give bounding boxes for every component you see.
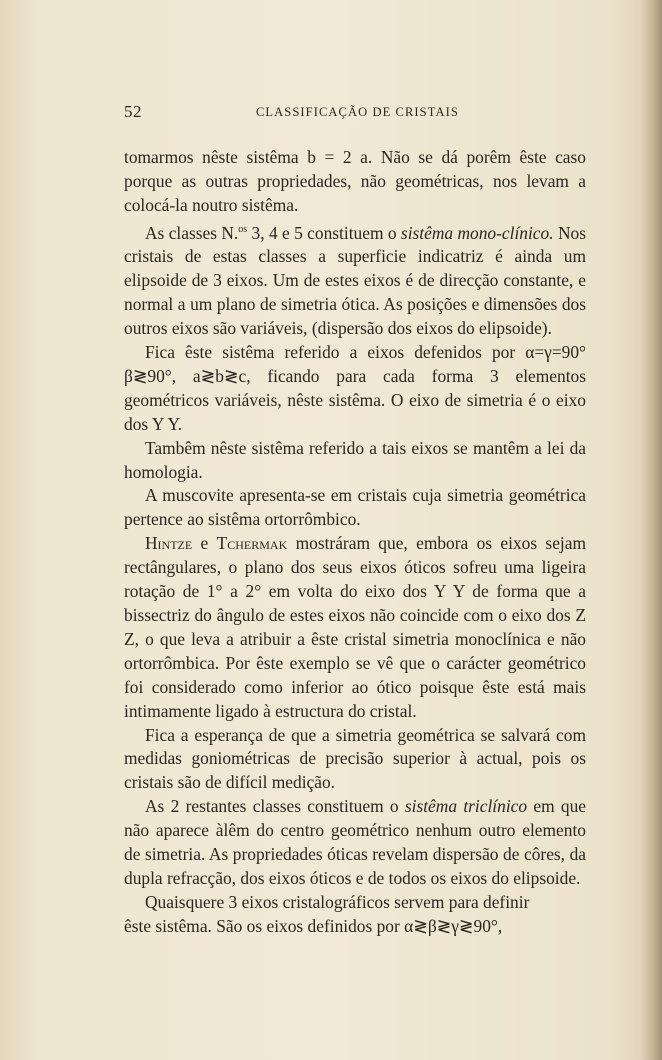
paragraph-9: Quaisquere 3 eixos cristalográficos servem para definir êste sistêma. São os eixos definidos por α≷β≷γ≷90°, bbox=[124, 891, 530, 936]
paragraph-8: As 2 restantes classes constituem o sistêma triclínico em que não aparece àlêm do centro geométrico nenhum outro elemento de simetria. As propriedades óticas revelam dispersão de côres, da dupla refracção, dos eixos óticos e de todos os eixos do elipsoide. bbox=[124, 796, 586, 888]
paragraph-3: Fica êste sistêma referido a eixos defenidos por α=γ=90° β≷90°, a≷b≷c, ficando para cada forma 3 elementos geométricos variáveis, nêste sistêma. O eixo de simetria é o eixo dos Y Y. bbox=[124, 342, 586, 434]
paragraph-1: tomarmos nêste sistêma b = 2 a. Não se dá porêm êste caso porque as outras propriedades, não geométricas, nos levam a colocá-la noutro sistêma. bbox=[124, 147, 586, 215]
final-line: êste sistêma. São os eixos definidos por α≷β≷γ≷90°, bbox=[124, 915, 503, 936]
term-triclinic: sistêma triclínico bbox=[404, 796, 528, 817]
paragraph-2: As classes N.$^{os}$ 3, 4 e 5 constituem o sistêma mono-clínico. Nos cristais de estas classes a superficie indicatriz é ainda um elipsoide de 3 eixos. Um de estes eixos é de direcção constante, e normal a um plano de simetria ótica. As posições e dimensões dos outros eixos são variáveis, (dispersão dos eixos do elipsoide). bbox=[124, 222, 586, 339]
page-number: 52 bbox=[124, 102, 142, 121]
paragraph-4: Tambêm nêste sistêma referido a tais eixos se mantêm a lei da homologia. bbox=[124, 437, 586, 482]
author-hintze: Hintze bbox=[145, 533, 193, 554]
body-text bbox=[124, 146, 586, 939]
author-tchermak: Tchermak bbox=[216, 533, 288, 554]
paragraph-6: Hintze e Tchermak mostráram que, embora os eixos sejam rectângulares, o plano dos seus eixos óticos sofreu uma ligeira rotação de 1° a 2° em volta do eixo dos Y Y de forma que a bissectriz do ângulo de estes eixos não coincide com o eixo dos Z Z, o que leva a atribuir a êste cristal simetria monoclínica e não ortorrômbica. Por êste exemplo se vê que o carácter geométrico foi considerado como inferior ao ótico poisque êste está mais intimamente ligado à estructura do cristal. bbox=[124, 533, 587, 721]
term-monoclinic: sistêma mono-clínico. bbox=[400, 222, 554, 243]
page-edge-shadow bbox=[640, 0, 662, 1060]
paragraph-7: Fica a esperança de que a simetria geométrica se salvará com medidas goniométricas de precisão superior à actual, pois os cristais são de difícil medição. bbox=[124, 724, 586, 793]
paragraph-5: A muscovite apresenta-se em cristais cuja simetria geométrica pertence ao sistêma ortorrômbico. bbox=[124, 485, 586, 530]
running-title: CLASSIFICAÇÃO DE CRISTAIS bbox=[256, 105, 459, 119]
page-header bbox=[124, 102, 586, 126]
